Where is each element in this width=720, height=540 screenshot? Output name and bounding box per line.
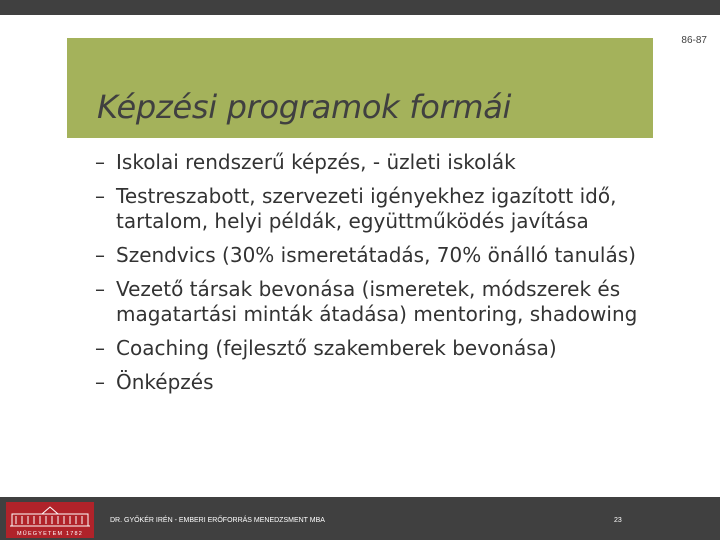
bullet-item [95, 243, 695, 268]
bullet-item [95, 150, 695, 175]
footer-page-number: 23 [614, 517, 622, 524]
bullet-text: Coaching (fejlesztő szakemberek bevonása) [116, 336, 557, 360]
svg-text:MŰEGYETEM 1782: MŰEGYETEM 1782 [16, 531, 84, 537]
bullet-dash: – [95, 184, 105, 208]
bullet-text: Szendvics (30% ismeretátadás, 70% önálló tanulás) [116, 243, 636, 267]
slide-title: Képzési programok formái [97, 88, 512, 126]
bullet-dash: – [95, 277, 105, 301]
bullet-dash: – [95, 336, 105, 360]
bullet-text: Testreszabott, szervezeti igényekhez igazított idő, tartalom, helyi példák, együttműködés javítása [116, 184, 617, 233]
bullet-item [95, 370, 695, 395]
bullet-text: Vezető társak bevonása (ismeretek, módszerek és magatartási minták átadása) mentoring, shadowing [116, 277, 638, 326]
footer-bar [0, 497, 720, 540]
bullet-dash: – [95, 243, 105, 267]
university-logo [6, 502, 94, 538]
bullet-item [95, 336, 695, 361]
bullet-dash: – [95, 150, 105, 174]
bullet-text: Iskolai rendszerű képzés, - üzleti iskolák [116, 150, 516, 174]
bullet-item [95, 277, 695, 327]
top-bar [0, 0, 720, 15]
bullet-list [95, 150, 695, 404]
bullet-dash: – [95, 370, 105, 394]
page-reference: 86-87 [681, 35, 707, 46]
bullet-text: Önképzés [116, 370, 214, 394]
footer-author: DR. GYŐKÉR IRÉN - EMBERI ERŐFORRÁS MENEDZSMENT MBA [110, 517, 325, 524]
bullet-item [95, 184, 695, 234]
